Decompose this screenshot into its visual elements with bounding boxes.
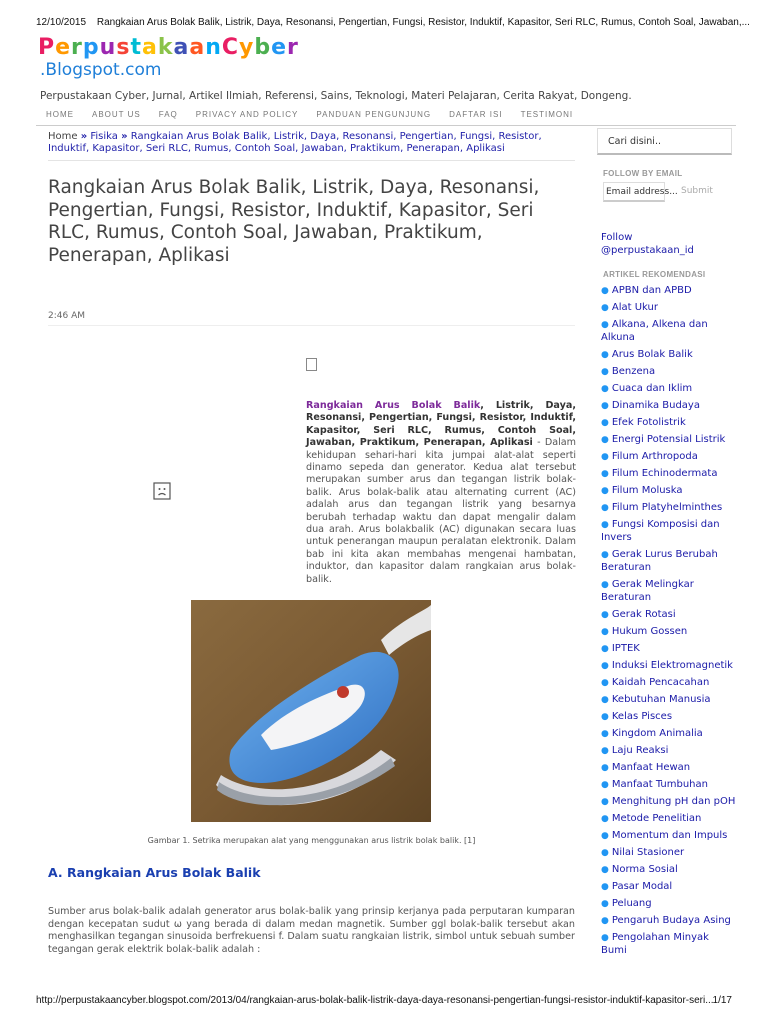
rec-item[interactable] (601, 796, 737, 809)
bullet-icon: ● (601, 626, 609, 637)
bullet-icon: ● (601, 915, 609, 926)
rec-item[interactable] (601, 451, 737, 464)
logo-letter: n (205, 35, 222, 60)
rec-item-label: Laju Reaksi (611, 744, 669, 756)
rec-item[interactable] (601, 915, 737, 928)
bullet-icon: ● (601, 519, 609, 530)
rec-item[interactable] (601, 285, 737, 298)
rec-item[interactable] (601, 626, 737, 639)
site-logo[interactable] (38, 36, 299, 80)
rec-item-label: Kebutuhan Manusia (611, 693, 711, 705)
rec-item[interactable] (601, 830, 737, 843)
breadcrumb-home[interactable]: Home (48, 131, 78, 142)
nav-testimoni[interactable]: TESTIMONI (520, 110, 574, 119)
breadcrumb-separator: » (80, 131, 88, 142)
rec-item[interactable] (601, 383, 737, 396)
intro-bold-text: , Listrik, Daya, Resonansi, Pengertian, Fungsi, Resistor, Induktif, Kapasitor, Seri RLC, Rumus, Contoh Soal, Jawaban, Praktikum, Penerapan, Aplikasi (306, 400, 576, 449)
email-field[interactable]: Email address... (603, 182, 665, 202)
rec-item-label: Nilai Stasioner (611, 846, 685, 858)
rec-item[interactable] (601, 745, 737, 758)
rec-label: ARTIKEL REKOMENDASI (603, 270, 706, 279)
post-intro (306, 400, 576, 586)
rec-item-label: Manfaat Hewan (611, 761, 691, 773)
iron-photo (191, 600, 431, 822)
breadcrumb-category[interactable]: Fisika (90, 131, 118, 142)
bullet-icon: ● (601, 847, 609, 858)
logo-letter: y (239, 35, 255, 60)
rec-item-label: Filum Arthropoda (611, 450, 698, 462)
logo-letter: r (71, 35, 83, 60)
rec-item-label: Dinamika Budaya (611, 399, 700, 411)
logo-letter: b (254, 35, 272, 60)
bullet-icon: ● (601, 383, 609, 394)
nav-home[interactable]: HOME (46, 110, 74, 119)
section-heading: A. Rangkaian Arus Bolak Balik (48, 865, 261, 880)
intro-highlight-link[interactable]: Rangkaian Arus Bolak Balik (306, 400, 481, 411)
main-nav (36, 104, 736, 126)
print-page-count: 1/17 (712, 995, 732, 1006)
rec-item-label: Alat Ukur (611, 302, 658, 313)
rec-item-label: Filum Platyhelminthes (611, 501, 723, 513)
bullet-icon: ● (601, 898, 609, 909)
rec-item-label: Kingdom Animalia (611, 727, 703, 739)
bullet-icon: ● (601, 502, 609, 513)
rec-item[interactable] (601, 643, 737, 656)
bullet-icon: ● (601, 434, 609, 445)
rec-item[interactable] (601, 762, 737, 775)
post-title: Rangkaian Arus Bolak Balik, Listrik, Daya, Resonansi, Pengertian, Fungsi, Resistor, Induktif, Kapasitor, Seri RLC, Rumus, Contoh Soal, Jawaban, Praktikum, Penerapan, Aplikasi (48, 177, 540, 266)
logo-title (38, 36, 299, 60)
bullet-icon: ● (601, 813, 609, 824)
rec-item-label: Pengaruh Budaya Asing (611, 914, 731, 926)
bullet-icon: ● (601, 762, 609, 773)
nav-daftar-isi[interactable]: DAFTAR ISI (449, 110, 503, 119)
rec-item[interactable] (601, 579, 737, 605)
print-header (36, 17, 750, 28)
recommendation-list (601, 285, 737, 962)
rec-item[interactable] (601, 711, 737, 724)
bullet-icon: ● (601, 400, 609, 411)
nav-faq[interactable]: FAQ (158, 110, 178, 119)
breadcrumb-current[interactable]: Rangkaian Arus Bolak Balik, Listrik, Daya, Resonansi, Pengertian, Fungsi, Resistor, Induktif, Kapasitor, Seri RLC, Rumus, Contoh Soal, Jawaban, Praktikum, Penerapan, Aplikasi (48, 131, 542, 154)
logo-letter: e (271, 35, 288, 60)
breadcrumb (48, 131, 568, 155)
rec-item-label: Efek Fotolistrik (611, 416, 686, 428)
rec-item-label: Kaidah Pencacahan (611, 676, 710, 688)
bullet-icon: ● (601, 694, 609, 705)
rec-item[interactable] (601, 898, 737, 911)
rec-item[interactable] (601, 847, 737, 860)
rec-item-label: Gerak Rotasi (611, 608, 676, 620)
divider (48, 325, 575, 326)
broken-image-icon (306, 358, 317, 371)
bullet-icon: ● (601, 366, 609, 377)
bullet-icon: ● (601, 660, 609, 671)
rec-item[interactable] (601, 434, 737, 447)
rec-item-label: Filum Echinodermata (611, 467, 718, 479)
logo-letter: a (173, 35, 190, 60)
site-tagline: Perpustakaan Cyber, Jurnal, Artikel Ilmiah, Referensi, Sains, Teknologi, Materi Pelajaran, Cerita Rakyat, Dongeng. (40, 90, 632, 102)
nav-about-us[interactable]: ABOUT US (92, 110, 141, 119)
rec-item-label: Gerak Melingkar Beraturan (601, 578, 694, 603)
logo-letter: a (189, 35, 206, 60)
logo-letter: e (55, 35, 72, 60)
rec-item[interactable] (601, 728, 737, 741)
rec-item[interactable] (601, 549, 737, 575)
rec-item[interactable] (601, 932, 737, 958)
follow-email-label: FOLLOW BY EMAIL (603, 169, 683, 178)
rec-item[interactable] (601, 660, 737, 673)
rec-item-label: Metode Penelitian (611, 812, 702, 824)
bullet-icon: ● (601, 286, 609, 296)
bullet-icon: ● (601, 677, 609, 688)
follow-link-line1: Follow (601, 232, 633, 243)
print-url: http://perpustakaancyber.blogspot.com/2013/04/rangkaian-arus-bolak-balik-listrik-daya-daya-resonansi-pengertian-fungsi-resistor-induktif-kapasitor-seri... (36, 995, 714, 1006)
bullet-icon: ● (601, 609, 609, 620)
logo-letter: a (141, 35, 158, 60)
bullet-icon: ● (601, 779, 609, 790)
rec-item[interactable] (601, 881, 737, 894)
bullet-icon: ● (601, 745, 609, 756)
rec-item[interactable] (601, 400, 737, 413)
rec-item-label: Alkana, Alkena dan Alkuna (601, 319, 708, 343)
rec-item[interactable] (601, 349, 737, 362)
rec-item-label: Momentum dan Impuls (611, 829, 728, 841)
rec-item[interactable] (601, 677, 737, 690)
rec-item[interactable] (601, 609, 737, 622)
bullet-icon: ● (601, 303, 609, 313)
rec-item[interactable] (601, 319, 737, 345)
rec-item[interactable] (601, 366, 737, 379)
logo-letter: p (82, 35, 100, 60)
bullet-icon: ● (601, 320, 609, 330)
rec-item[interactable] (601, 813, 737, 826)
print-footer (36, 995, 732, 1006)
nav-privacy-policy[interactable]: PRIVACY AND POLICY (195, 110, 299, 119)
bullet-icon: ● (601, 485, 609, 496)
divider (48, 160, 575, 161)
rec-item-label: Energi Potensial Listrik (611, 433, 726, 445)
bullet-icon: ● (601, 549, 609, 560)
nav-panduan-pengunjung[interactable]: PANDUAN PENGUNJUNG (316, 110, 432, 119)
rec-item-label: Cuaca dan Iklim (611, 382, 693, 394)
follow-link-line2: @perpustakaan_id (601, 245, 694, 256)
logo-letter: k (157, 35, 174, 60)
rec-item[interactable] (601, 302, 737, 315)
logo-letter: s (116, 35, 131, 60)
image-caption: Gambar 1. Setrika merupakan alat yang menggunakan arus listrik bolak balik. [1] (147, 836, 476, 845)
rec-item-label: IPTEK (611, 642, 640, 654)
logo-letter: C (221, 35, 240, 60)
rec-item-label: Fungsi Komposisi dan Invers (601, 518, 720, 543)
intro-text: - Dalam kehidupan sehari-hari kita jumpai alat-alat seperti dinamo sepeda dan generator. Kedua alat tersebut merupakan sumber arus dan tegangan listrik bolak-balik. Arus bolak-balik atau alternating current (AC) adalah arus dan tegangan listrik yang besarnya berubah terhadap waktu dan dapat mengalir dalam dua arah. Arus bolakbalik (AC) digunakan secara luas untuk penerangan maupun peralatan elektronik. Dalam bab ini kita akan membahas mengenai hambatan, induktor, dan kapasitor dalam rangkaian arus bolak-balik. (306, 437, 576, 585)
rec-item-label: Benzena (611, 365, 656, 377)
rec-item-label: Gerak Lurus Berubah Beraturan (601, 548, 718, 573)
bullet-icon: ● (601, 579, 609, 590)
logo-letter: u (99, 35, 117, 60)
bullet-icon: ● (601, 881, 609, 892)
rec-item-label: Norma Sosial (611, 863, 678, 875)
logo-letter: r (287, 35, 299, 60)
rec-item[interactable] (601, 417, 737, 430)
rec-item-label: Pasar Modal (611, 880, 673, 892)
bullet-icon: ● (601, 864, 609, 875)
rec-item-label: APBN dan APBD (611, 285, 692, 296)
rec-item-label: Kelas Pisces (611, 710, 673, 722)
section-body: Sumber arus bolak-balik adalah generator arus bolak-balik yang prinsip kerjanya pada perputaran kumparan dengan kecepatan sudut ω yang berada di dalam medan magnetik. Sumber ggl bolak-balik tersebut akan menghasilkan tegangan sinusoida berfrekuensi f. Dalam suatu rangkaian listrik, simbol untuk sebuah sumber tegangan gerak elektrik bolak-balik adalah : (48, 906, 575, 955)
rec-item[interactable] (601, 502, 737, 515)
rec-item-label: Pengolahan Minyak Bumi (601, 931, 709, 956)
bullet-icon: ● (601, 830, 609, 841)
breadcrumb-separator: » (121, 131, 128, 142)
rec-item[interactable] (601, 864, 737, 877)
bullet-icon: ● (601, 349, 609, 360)
bullet-icon: ● (601, 643, 609, 654)
rec-item[interactable] (601, 519, 737, 545)
rec-item-label: Arus Bolak Balik (611, 348, 693, 360)
follow-link[interactable] (601, 231, 694, 257)
bullet-icon: ● (601, 728, 609, 739)
rec-item[interactable] (601, 468, 737, 481)
rec-item[interactable] (601, 485, 737, 498)
rec-item-label: Menghitung pH dan pOH (611, 795, 736, 807)
bullet-icon: ● (601, 932, 609, 943)
sad-face-icon (152, 481, 172, 501)
rec-item-label: Filum Moluska (611, 484, 683, 496)
bullet-icon: ● (601, 451, 609, 462)
rec-item[interactable] (601, 779, 737, 792)
post-time[interactable]: 2:46 AM (48, 311, 85, 321)
submit-button[interactable]: Submit (681, 186, 713, 196)
search-input[interactable]: Cari disini.. (597, 128, 732, 155)
rec-item[interactable] (601, 694, 737, 707)
bullet-icon: ● (601, 796, 609, 807)
print-date: 12/10/2015 (36, 17, 87, 28)
logo-letter: t (130, 35, 142, 60)
rec-item-label: Induksi Elektromagnetik (611, 659, 733, 671)
rec-item-label: Peluang (611, 897, 652, 909)
bullet-icon: ● (601, 711, 609, 722)
rec-item-label: Hukum Gossen (611, 625, 688, 637)
bullet-icon: ● (601, 417, 609, 428)
rec-item-label: Manfaat Tumbuhan (611, 778, 708, 790)
bullet-icon: ● (601, 468, 609, 479)
logo-letter: P (38, 35, 56, 60)
print-title: Rangkaian Arus Bolak Balik, Listrik, Daya, Resonansi, Pengertian, Fungsi, Resistor, Induktif, Kapasitor, Seri RLC, Rumus, Contoh Soal, Jawaban,... (96, 17, 750, 28)
logo-subtitle: .Blogspot.com (40, 60, 162, 80)
